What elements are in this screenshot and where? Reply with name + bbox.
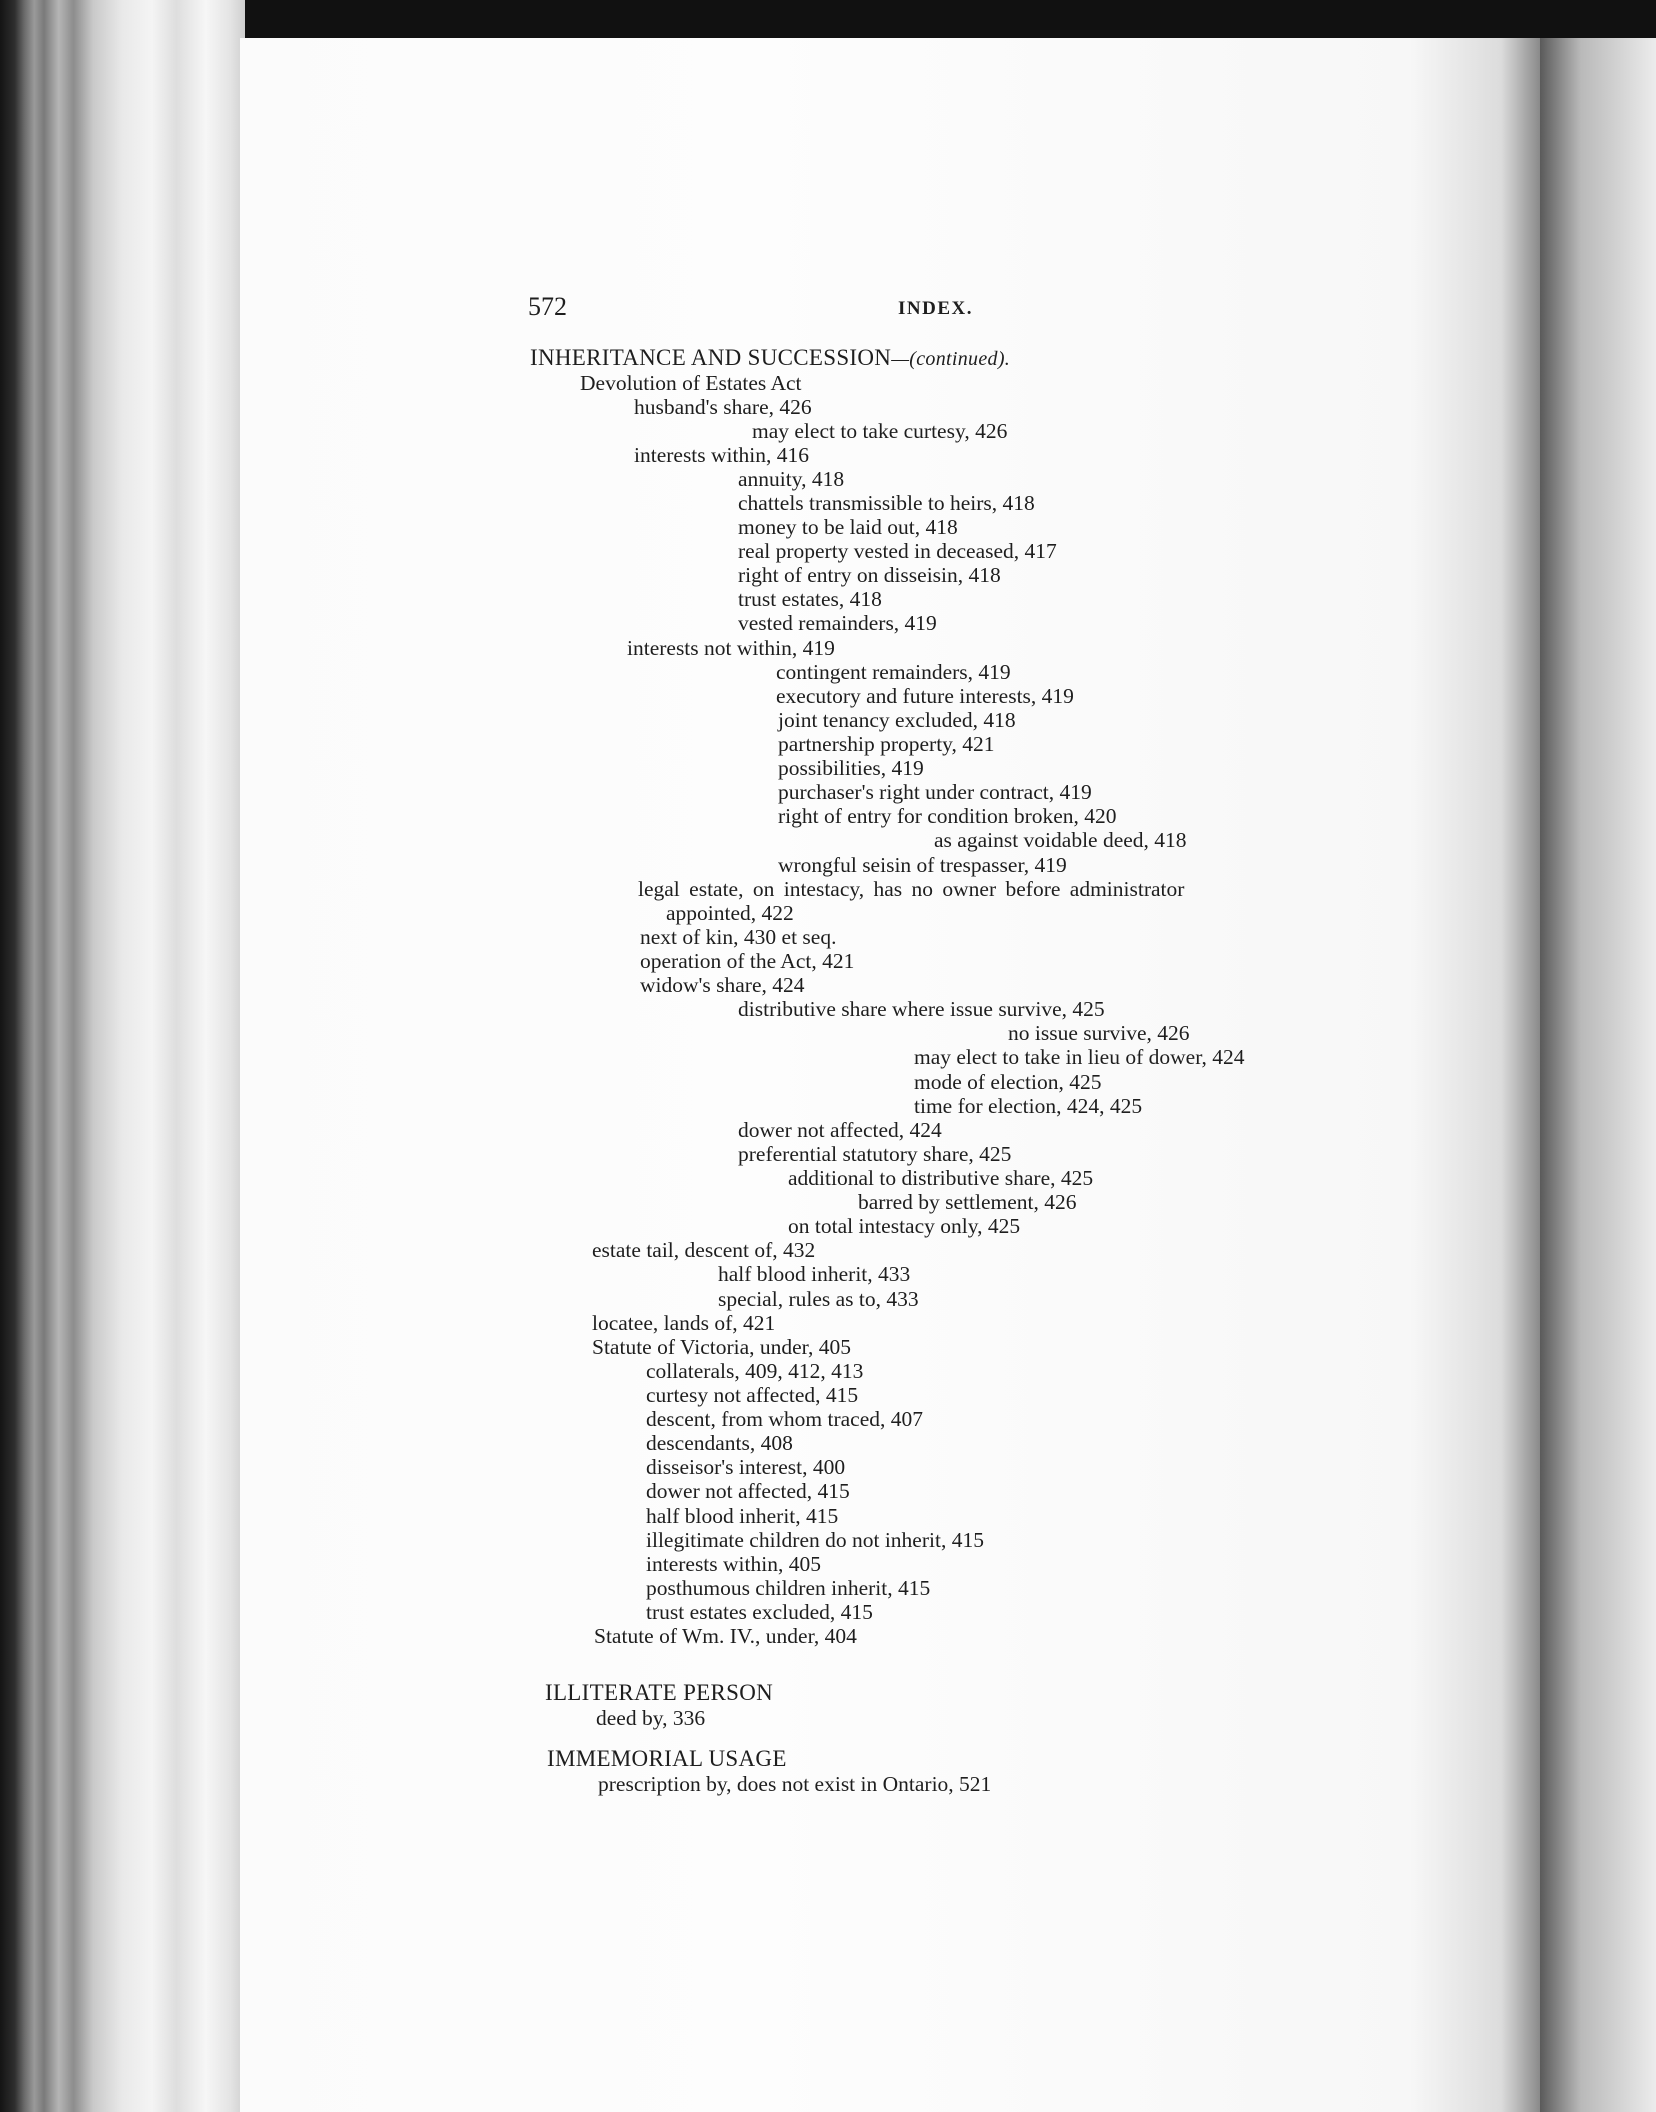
index-entry: distributive share where issue survive, 425 — [738, 997, 1105, 1021]
index-entry: no issue survive, 426 — [1008, 1021, 1190, 1045]
index-entry: operation of the Act, 421 — [640, 949, 855, 973]
index-entry: special, rules as to, 433 — [718, 1287, 919, 1311]
index-entry: posthumous children inherit, 415 — [646, 1576, 931, 1600]
index-entry: right of entry for condition broken, 420 — [778, 804, 1117, 828]
index-entry: husband's share, 426 — [634, 395, 812, 419]
index-heading: ILLITERATE PERSON — [545, 1680, 774, 1705]
scan-background — [0, 0, 1656, 40]
index-entry: annuity, 418 — [738, 467, 845, 491]
index-entry: prescription by, does not exist in Ontario, 521 — [598, 1772, 992, 1796]
index-entry: on total intestacy only, 425 — [788, 1214, 1021, 1238]
index-entry: preferential statutory share, 425 — [738, 1142, 1012, 1166]
index-entry: appointed, 422 — [666, 901, 794, 925]
index-entry: widow's share, 424 — [640, 973, 805, 997]
index-entry: barred by settlement, 426 — [858, 1190, 1077, 1214]
index-entry: Statute of Victoria, under, 405 — [592, 1335, 851, 1359]
index-entry: right of entry on disseisin, 418 — [738, 563, 1001, 587]
index-entry: estate tail, descent of, 432 — [592, 1238, 816, 1262]
index-heading: INHERITANCE AND SUCCESSION—(continued). — [530, 345, 1011, 370]
index-entry: dower not affected, 424 — [738, 1118, 942, 1142]
index-entry: trust estates, 418 — [738, 587, 882, 611]
index-entry: mode of election, 425 — [914, 1070, 1102, 1094]
index-entry: contingent remainders, 419 — [776, 660, 1011, 684]
index-entry: executory and future interests, 419 — [776, 684, 1074, 708]
index-entry: money to be laid out, 418 — [738, 515, 958, 539]
facing-page-edge — [1540, 38, 1656, 2112]
index-entry: Devolution of Estates Act — [580, 371, 802, 395]
index-entry: purchaser's right under contract, 419 — [778, 780, 1092, 804]
index-entry: trust estates excluded, 415 — [646, 1600, 873, 1624]
index-entry: real property vested in deceased, 417 — [738, 539, 1057, 563]
index-entry: half blood inherit, 433 — [718, 1262, 911, 1286]
index-entry: time for election, 424, 425 — [914, 1094, 1143, 1118]
index-entry: may elect to take curtesy, 426 — [752, 419, 1008, 443]
index-entry: chattels transmissible to heirs, 418 — [738, 491, 1035, 515]
index-entry: Statute of Wm. IV., under, 404 — [594, 1624, 857, 1648]
index-entry: wrongful seisin of trespasser, 419 — [778, 853, 1067, 877]
index-entry: deed by, 336 — [596, 1706, 706, 1730]
page-edges — [0, 0, 245, 2112]
index-entry: legal estate, on intestacy, has no owner before administrator — [638, 877, 1185, 901]
index-entry: interests within, 416 — [634, 443, 809, 467]
index-entry: additional to distributive share, 425 — [788, 1166, 1094, 1190]
index-entry: interests not within, 419 — [627, 636, 835, 660]
index-entry: dower not affected, 415 — [646, 1479, 850, 1503]
index-entry: half blood inherit, 415 — [646, 1504, 839, 1528]
index-entry: curtesy not affected, 415 — [646, 1383, 859, 1407]
page-number: 572 — [528, 292, 567, 321]
index-entry: next of kin, 430 et seq. — [640, 925, 837, 949]
index-entry: disseisor's interest, 400 — [646, 1455, 846, 1479]
index-entry: locatee, lands of, 421 — [592, 1311, 776, 1335]
index-entry: may elect to take in lieu of dower, 424 — [914, 1045, 1245, 1069]
index-entry: possibilities, 419 — [778, 756, 924, 780]
index-entry: vested remainders, 419 — [738, 611, 937, 635]
index-entry: as against voidable deed, 418 — [934, 828, 1187, 852]
index-entry: illegitimate children do not inherit, 415 — [646, 1528, 984, 1552]
index-entry: descent, from whom traced, 407 — [646, 1407, 924, 1431]
running-header: INDEX. — [898, 298, 973, 319]
index-entry: partnership property, 421 — [778, 732, 995, 756]
index-entry: joint tenancy excluded, 418 — [778, 708, 1016, 732]
index-entry: descendants, 408 — [646, 1431, 793, 1455]
index-heading: IMMEMORIAL USAGE — [547, 1746, 787, 1771]
index-entry: collaterals, 409, 412, 413 — [646, 1359, 864, 1383]
index-entry: interests within, 405 — [646, 1552, 821, 1576]
